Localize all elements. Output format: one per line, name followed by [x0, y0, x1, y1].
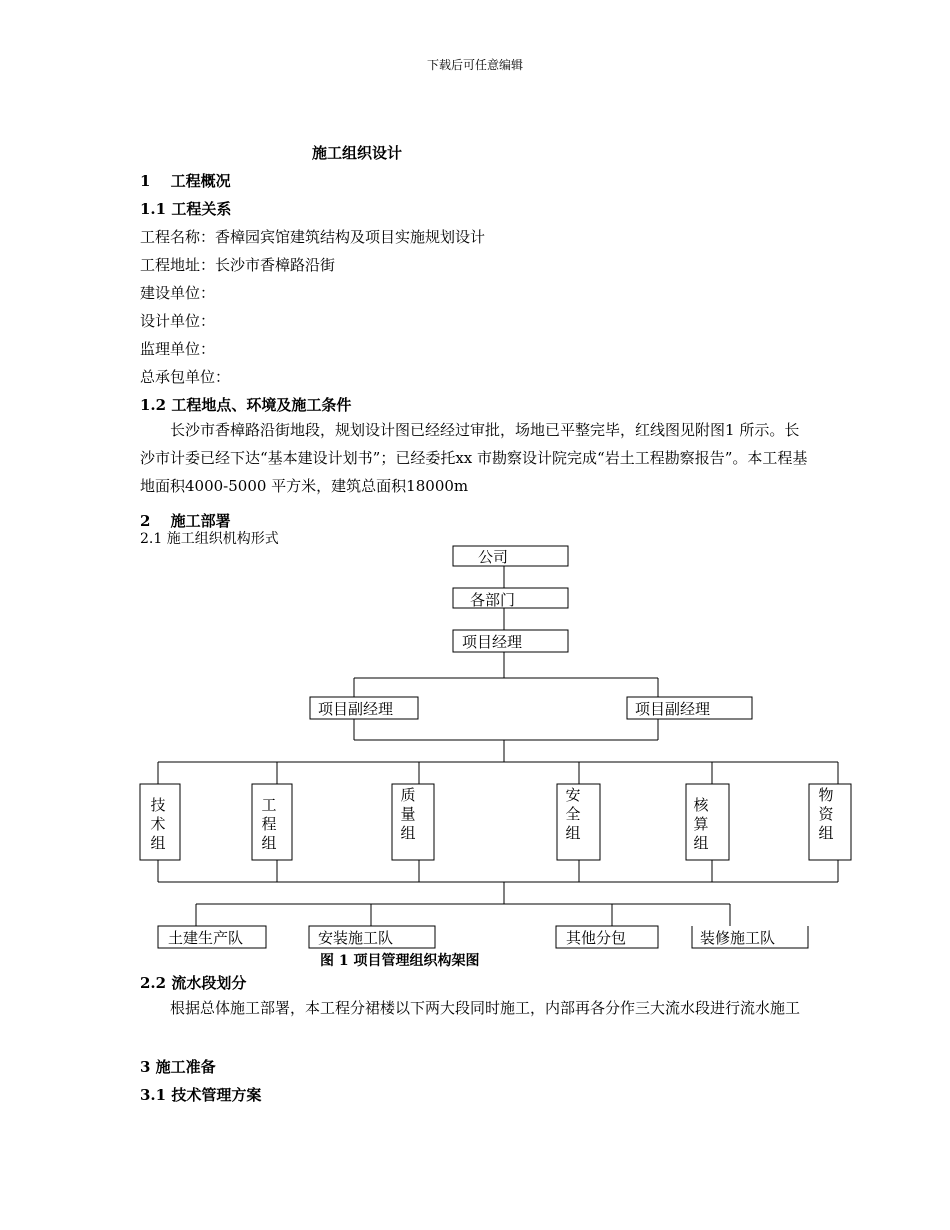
flow-section-paragraph: 根据总体施工部署，本工程分裙楼以下两大段同时施工，内部再各分作三大流水段进行流水施工 — [170, 999, 801, 1017]
label-team-decoration: 装修施工队 — [700, 929, 776, 947]
label-project-manager: 项目经理 — [462, 633, 523, 651]
figure-caption: 图 1 项目管理组织构架图 — [320, 953, 480, 969]
project-name-line: 工程名称：香樟园宾馆建筑结构及项目实施规划设计 — [140, 228, 486, 246]
section-2-heading: 2 施工部署 — [140, 512, 231, 530]
org-chart-labels — [168, 548, 775, 947]
project-address-line: 工程地址：长沙市香樟路沿街 — [140, 256, 336, 274]
contractor-line: 总承包单位： — [140, 368, 231, 386]
label-group-quality: 质量组 — [400, 786, 416, 842]
section-1-1-heading: 1.1 工程关系 — [140, 200, 232, 218]
builder-line: 建设单位： — [140, 284, 216, 302]
label-team-subcontract: 其他分包 — [566, 929, 627, 947]
section-2-2-heading: 2.2 流水段划分 — [140, 974, 247, 992]
org-chart-connectors — [158, 566, 838, 926]
section-2-1-heading: 2.1 施工组织机构形式 — [140, 531, 279, 547]
page-header-note: 下载后可任意编辑 — [426, 58, 523, 72]
label-group-engineering: 工程组 — [261, 796, 277, 852]
label-group-safety: 安全组 — [565, 786, 581, 842]
site-conditions-paragraph: 长沙市香樟路沿街地段，规划设计图已经经过审批，场地已平整完毕，红线图见附图1 所示。长沙市计委已经下达“基本建设计划书”；已经委托xx 市勘察设计院完成“岩土工程勘察报告”。本工程基地面积4000-5000 平方米，建筑总面积18000m — [140, 421, 808, 495]
label-group-materials: 物资组 — [818, 786, 834, 842]
section-1-2-heading: 1.2 工程地点、环境及施工条件 — [140, 396, 352, 414]
label-departments: 各部门 — [470, 591, 516, 609]
label-deputy-left: 项目副经理 — [318, 700, 394, 718]
label-deputy-right: 项目副经理 — [635, 700, 711, 718]
label-team-install: 安装施工队 — [318, 929, 394, 947]
supervisor-line: 监理单位： — [140, 340, 216, 358]
designer-line: 设计单位： — [140, 312, 216, 330]
document-title: 施工组织设计 — [312, 144, 403, 162]
label-team-civil: 土建生产队 — [168, 929, 244, 947]
section-3-1-heading: 3.1 技术管理方案 — [140, 1086, 262, 1104]
section-1-heading: 1 工程概况 — [140, 172, 231, 190]
section-3-heading: 3 施工准备 — [140, 1058, 216, 1076]
box-company — [453, 546, 568, 566]
label-company: 公司 — [478, 548, 509, 566]
label-group-tech: 技术组 — [150, 796, 166, 852]
label-group-accounting: 核算组 — [693, 796, 709, 852]
